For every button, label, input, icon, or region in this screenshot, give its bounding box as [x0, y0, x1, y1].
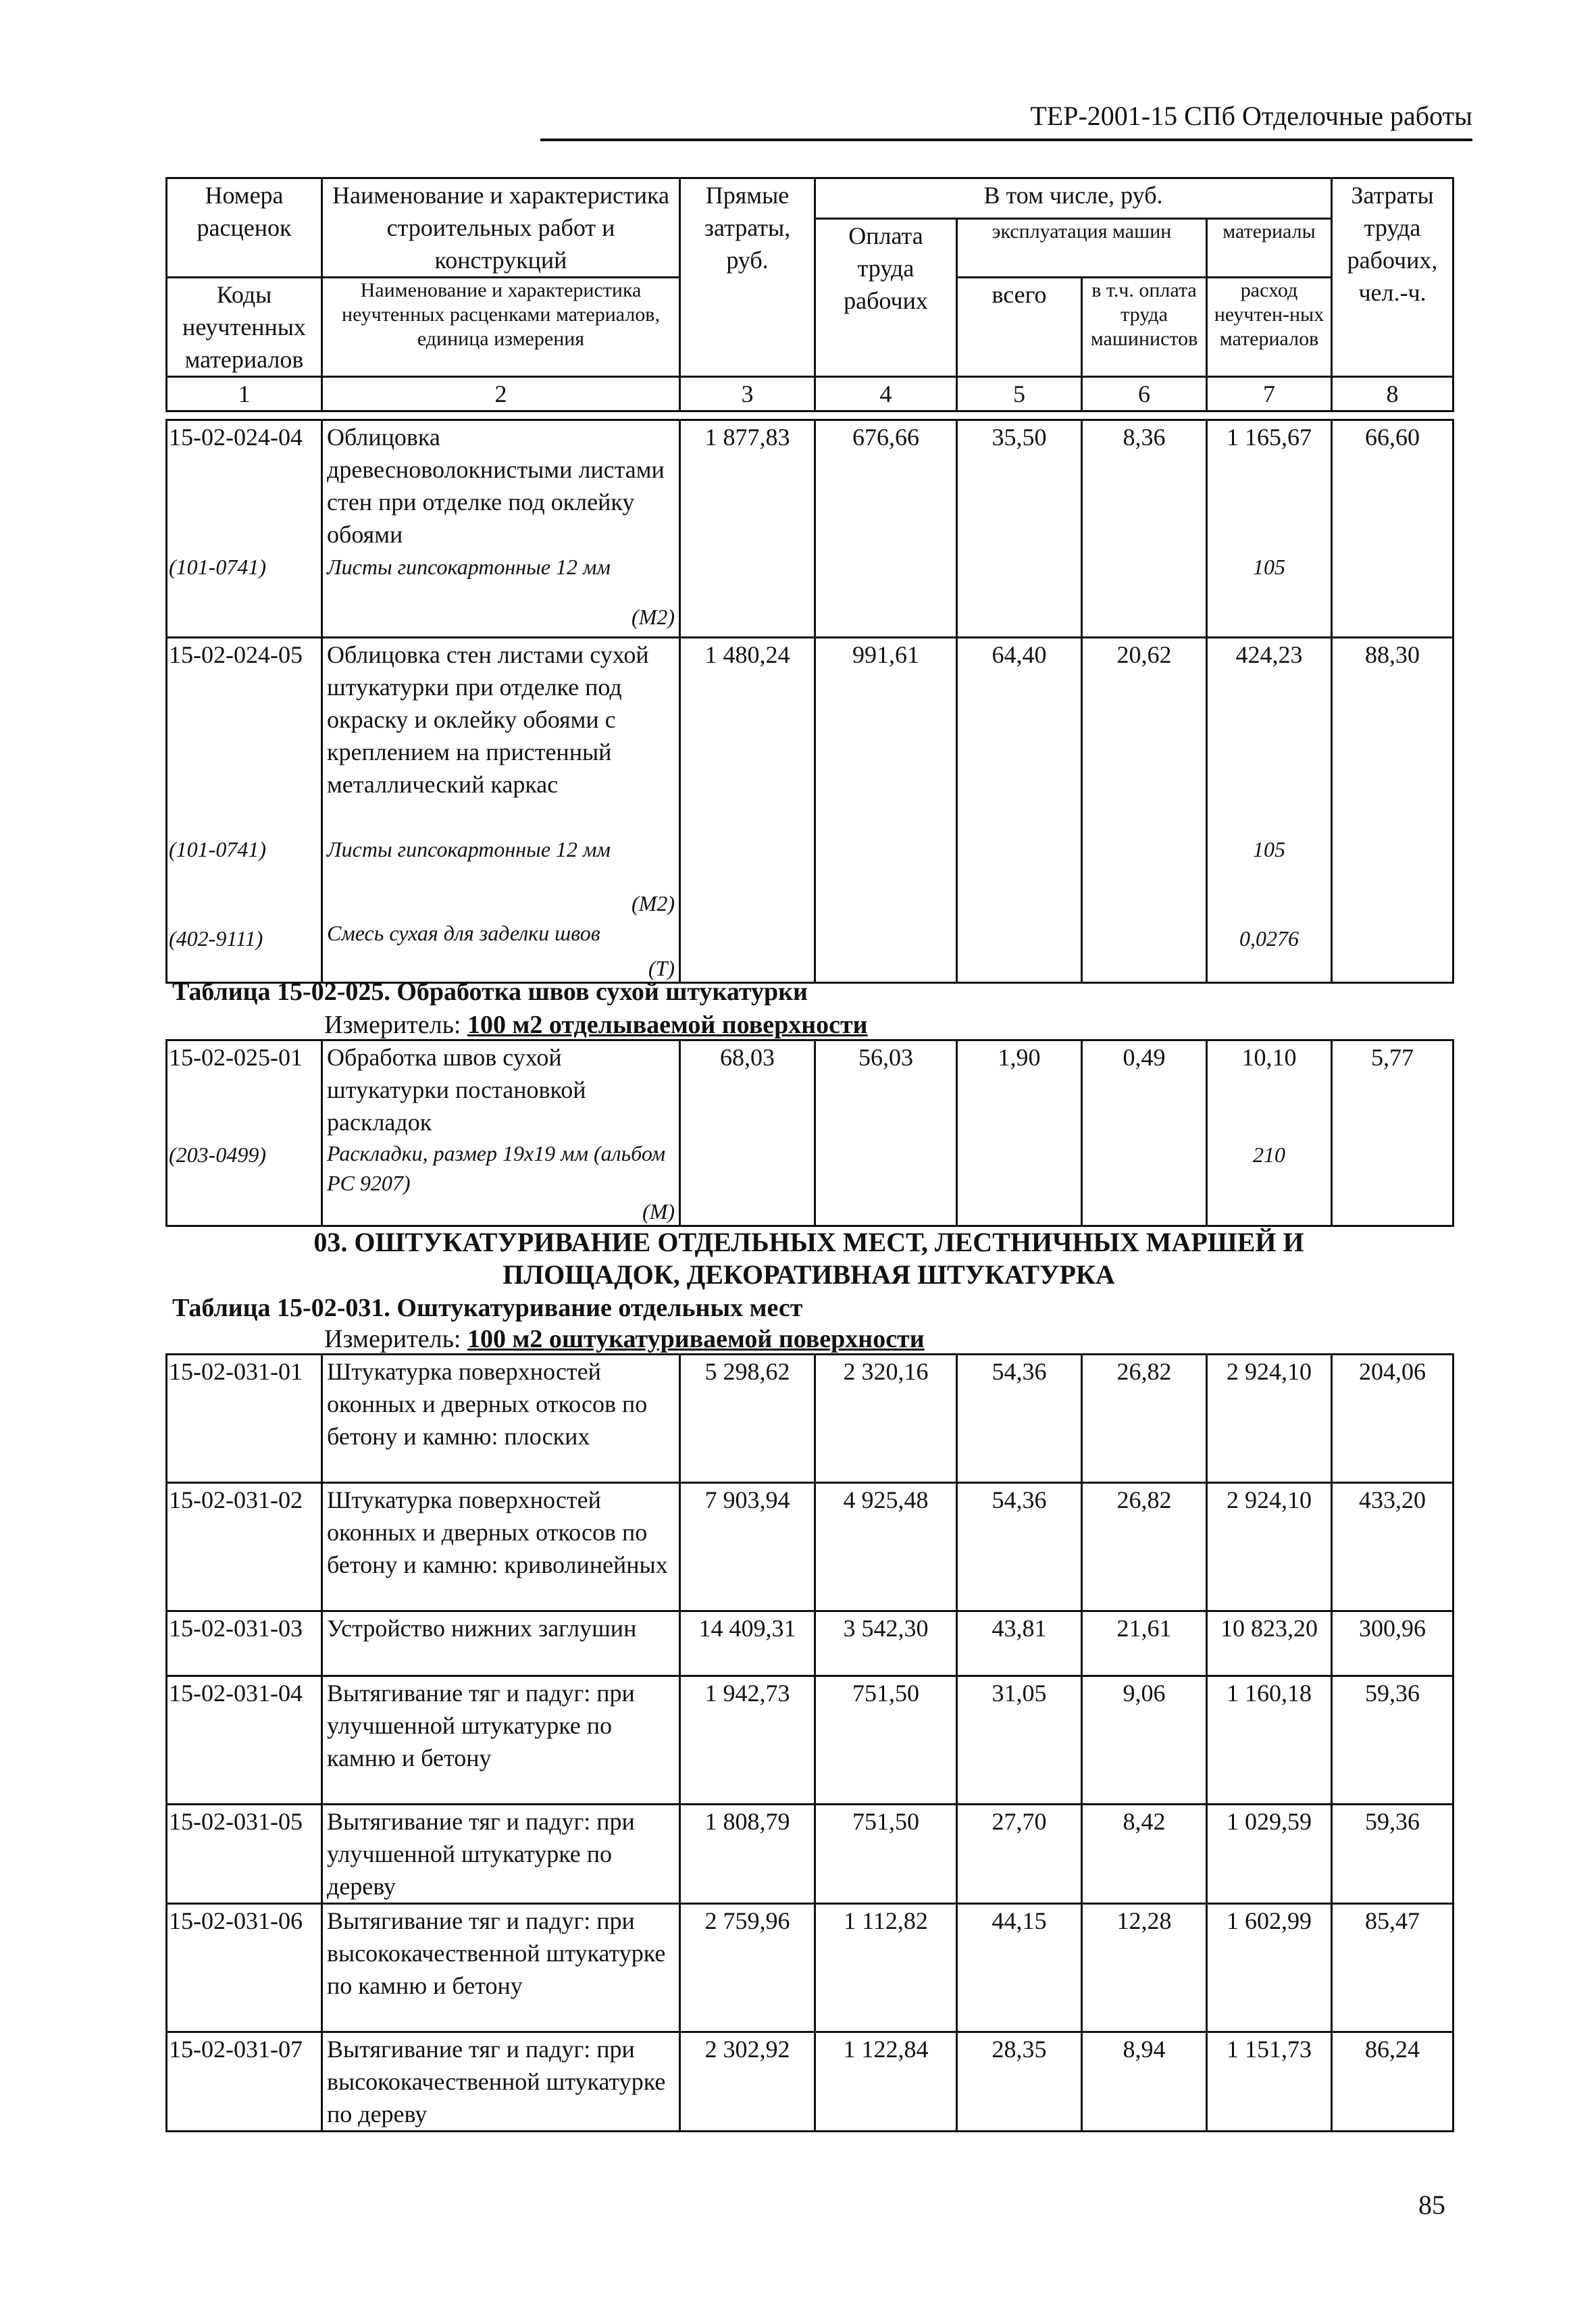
- materials-cost: 2 924,10: [1207, 1483, 1332, 1611]
- rate-code: 15-02-031-02: [167, 1483, 322, 1611]
- column-header-table: [165, 177, 1454, 412]
- machine-operator-cost: 21,61: [1082, 1611, 1207, 1676]
- meter-value: 100 м2 отделываемой поверхности: [467, 1011, 868, 1039]
- work-description: Облицовка стен листами сухой штукатурки при отделке под окраску и оклейку обоями с креплением на пристенный металлический каркас: [327, 641, 649, 798]
- machine-operator-cost: 8,42: [1082, 1805, 1207, 1904]
- section-title-line-1: 03. ОШТУКАТУРИВАНИЕ ОТДЕЛЬНЫХ МЕСТ, ЛЕСТНИЧНЫХ МАРШЕЙ И: [313, 1227, 1304, 1257]
- materials-cost-cell: [1207, 420, 1332, 638]
- materials-cost: 1 151,73: [1207, 2032, 1332, 2132]
- material-unit: (М): [642, 1199, 675, 1224]
- table-row: [167, 1355, 1453, 1483]
- material-name: Раскладки, размер 19х19 мм (альбом РС 9207): [327, 1141, 666, 1195]
- col7-header: расход неучтен-ных материалов: [1207, 278, 1332, 377]
- labor-cost: 1 112,82: [815, 1904, 957, 2032]
- materials-header: материалы: [1207, 219, 1332, 278]
- rates-table-025: [165, 1039, 1454, 1227]
- material-quantity: 105: [1253, 555, 1285, 579]
- group-header: В том числе, руб.: [815, 178, 1332, 219]
- direct-cost: 2 759,96: [680, 1904, 815, 2032]
- material-name: Листы гипсокартонные 12 мм: [327, 555, 611, 579]
- labor-cost: 2 320,16: [815, 1355, 957, 1483]
- labor-hours: 59,36: [1332, 1805, 1453, 1904]
- work-description-cell: [322, 1040, 680, 1226]
- rate-code: 15-02-031-06: [167, 1904, 322, 2032]
- machine-operator-cost: 26,82: [1082, 1483, 1207, 1611]
- column-number: 6: [1082, 377, 1207, 411]
- rate-code-cell: [167, 1040, 322, 1226]
- material-quantity: 210: [1253, 1142, 1285, 1167]
- work-description: Штукатурка поверхностей оконных и дверных откосов по бетону и камню: криволинейных: [322, 1483, 680, 1611]
- direct-cost: 1 942,73: [680, 1676, 815, 1805]
- meter-label: Измеритель:: [324, 1011, 461, 1039]
- work-description: Вытягивание тяг и падуг: при улучшенной штукатурке по камню и бетону: [322, 1676, 680, 1805]
- col8-header: Затраты труда рабочих, чел.-ч.: [1332, 178, 1453, 377]
- table-row: [167, 1904, 1453, 2032]
- materials-cost-cell: [1207, 1040, 1332, 1226]
- col5-header: всего: [957, 278, 1082, 377]
- work-description: Облицовка древесноволокнистыми листами стен при отделке под оклейку обоями: [327, 424, 665, 548]
- labor-cost: 4 925,48: [815, 1483, 957, 1611]
- labor-cost: 676,66: [815, 420, 957, 638]
- column-number: 2: [322, 377, 680, 411]
- materials-cost-cell: [1207, 638, 1332, 983]
- materials-cost: 10 823,20: [1207, 1611, 1332, 1676]
- running-title: ТЕР-2001-15 СПб Отделочные работы: [1030, 101, 1472, 131]
- machine-operator-cost: 20,62: [1082, 638, 1207, 983]
- materials-cost: 10,10: [1241, 1044, 1297, 1071]
- machine-cost-total: 64,40: [957, 638, 1082, 983]
- material-quantity: 0,0276: [1239, 926, 1299, 951]
- materials-cost: 1 029,59: [1207, 1805, 1332, 1904]
- labor-cost: 991,61: [815, 638, 957, 983]
- rate-code: 15-02-031-05: [167, 1805, 322, 1904]
- column-number: 8: [1332, 377, 1453, 411]
- rate-code: 15-02-031-07: [167, 2032, 322, 2132]
- materials-cost: 2 924,10: [1207, 1355, 1332, 1483]
- rate-code: 15-02-025-01: [169, 1044, 303, 1071]
- work-description: Штукатурка поверхностей оконных и дверных откосов по бетону и камню: плоских: [322, 1355, 680, 1483]
- direct-cost: 1 480,24: [680, 638, 815, 983]
- materials-cost: 1 160,18: [1207, 1676, 1332, 1805]
- column-number: 7: [1207, 377, 1332, 411]
- table-row: [167, 420, 1453, 638]
- machine-operator-cost: 8,94: [1082, 2032, 1207, 2132]
- direct-cost: 2 302,92: [680, 2032, 815, 2132]
- machine-operator-cost: 12,28: [1082, 1904, 1207, 2032]
- rate-code: 15-02-024-05: [169, 641, 303, 668]
- material-unit: (М2): [632, 891, 675, 915]
- col3-header: Прямые затраты, руб.: [680, 178, 815, 377]
- col1-top-header: Номера расценок: [167, 178, 322, 278]
- labor-cost: 3 542,30: [815, 1611, 957, 1676]
- machine-operator-cost: 26,82: [1082, 1355, 1207, 1483]
- material-name: Листы гипсокартонные 12 мм: [327, 837, 611, 861]
- material-code: (101-0741): [169, 555, 266, 579]
- rate-code: 15-02-031-04: [167, 1676, 322, 1805]
- labor-hours: 86,24: [1332, 2032, 1453, 2132]
- rate-code: 15-02-031-01: [167, 1355, 322, 1483]
- machine-operator-cost: 9,06: [1082, 1676, 1207, 1805]
- column-number: 4: [815, 377, 957, 411]
- rate-code-cell: [167, 638, 322, 983]
- material-unit: (Т): [648, 956, 675, 980]
- materials-cost: 424,23: [1235, 641, 1303, 668]
- column-number: 3: [680, 377, 815, 411]
- labor-hours: 204,06: [1332, 1355, 1453, 1483]
- rates-table-031: [165, 1353, 1454, 2132]
- rate-code-cell: [167, 420, 322, 638]
- material-name: Смесь сухая для заделки швов: [327, 921, 600, 945]
- work-description: Вытягивание тяг и падуг: при улучшенной штукатурке по дереву: [322, 1805, 680, 1904]
- direct-cost: 5 298,62: [680, 1355, 815, 1483]
- machine-operator-cost: 0,49: [1082, 1040, 1207, 1226]
- labor-hours: 66,60: [1332, 420, 1453, 638]
- material-code: (402-9111): [169, 926, 263, 951]
- meter-label: Измеритель:: [324, 1325, 461, 1353]
- col1-bottom-header: Коды неучтенных материалов: [167, 278, 322, 377]
- labor-cost: 1 122,84: [815, 2032, 957, 2132]
- col2-top-header: Наименование и характеристика строительных работ и конструкций: [322, 178, 680, 278]
- labor-cost: 751,50: [815, 1805, 957, 1904]
- work-description: Вытягивание тяг и падуг: при высококачественной штукатурке по дереву: [322, 2032, 680, 2132]
- rates-table-024: [165, 419, 1454, 984]
- machine-cost-total: 28,35: [957, 2032, 1082, 2132]
- materials-cost: 1 165,67: [1227, 424, 1312, 451]
- table-meter: [324, 1010, 868, 1040]
- column-number: 5: [957, 377, 1082, 411]
- machine-cost-total: 1,90: [957, 1040, 1082, 1226]
- labor-hours: 5,77: [1332, 1040, 1453, 1226]
- rate-code: 15-02-031-03: [167, 1611, 322, 1676]
- meter-value: 100 м2 оштукатуриваемой поверхности: [467, 1325, 925, 1353]
- table-row: [167, 1611, 1453, 1676]
- work-description-cell: [322, 638, 680, 983]
- labor-cost: 751,50: [815, 1676, 957, 1805]
- table-caption: Таблица 15-02-025. Обработка швов сухой штукатурки: [172, 978, 808, 1006]
- work-description: Обработка швов сухой штукатурки постановкой раскладок: [327, 1044, 586, 1136]
- machine-cost-total: 54,36: [957, 1355, 1082, 1483]
- rate-code: 15-02-024-04: [169, 424, 303, 451]
- col4-header: Оплата труда рабочих: [815, 219, 957, 377]
- direct-cost: 1 808,79: [680, 1805, 815, 1904]
- machine-cost-total: 43,81: [957, 1611, 1082, 1676]
- machine-cost-total: 35,50: [957, 420, 1082, 638]
- material-code: (203-0499): [169, 1142, 266, 1167]
- machine-cost-total: 44,15: [957, 1904, 1082, 2032]
- page-number: 85: [1418, 2190, 1445, 2220]
- direct-cost: 14 409,31: [680, 1611, 815, 1676]
- labor-hours: 59,36: [1332, 1676, 1453, 1805]
- machines-header: эксплуатация машин: [957, 219, 1207, 278]
- direct-cost: 68,03: [680, 1040, 815, 1226]
- table-row: [167, 1040, 1453, 1226]
- work-description-cell: [322, 420, 680, 638]
- materials-cost: 1 602,99: [1207, 1904, 1332, 2032]
- machine-cost-total: 54,36: [957, 1483, 1082, 1611]
- table-caption: Таблица 15-02-031. Оштукатуривание отдельных мест: [172, 1294, 803, 1322]
- table-row: [167, 1483, 1453, 1611]
- labor-hours: 433,20: [1332, 1483, 1453, 1611]
- labor-hours: 85,47: [1332, 1904, 1453, 2032]
- section-title-line-2: ПЛОЩАДОК, ДЕКОРАТИВНАЯ ШТУКАТУРКА: [503, 1259, 1115, 1290]
- header-rule: [540, 139, 1472, 141]
- labor-hours: 88,30: [1332, 638, 1453, 983]
- machine-cost-total: 27,70: [957, 1805, 1082, 1904]
- direct-cost: 1 877,83: [680, 420, 815, 638]
- direct-cost: 7 903,94: [680, 1483, 815, 1611]
- table-row: [167, 1805, 1453, 1904]
- work-description: Устройство нижних заглушин: [322, 1611, 680, 1676]
- col6-header: в т.ч. оплата труда машинистов: [1082, 278, 1207, 377]
- machine-cost-total: 31,05: [957, 1676, 1082, 1805]
- material-unit: (М2): [632, 605, 675, 629]
- labor-hours: 300,96: [1332, 1611, 1453, 1676]
- machine-operator-cost: 8,36: [1082, 420, 1207, 638]
- table-row: [167, 1676, 1453, 1805]
- col2-bottom-header: Наименование и характеристика неучтенных расценками материалов, единица измерения: [322, 278, 680, 377]
- labor-cost: 56,03: [815, 1040, 957, 1226]
- work-description: Вытягивание тяг и падуг: при высококачественной штукатурке по камню и бетону: [322, 1904, 680, 2032]
- table-row: [167, 2032, 1453, 2132]
- material-code: (101-0741): [169, 837, 266, 861]
- table-row: [167, 638, 1453, 983]
- column-number: 1: [167, 377, 322, 411]
- table-meter: [324, 1324, 925, 1354]
- material-quantity: 105: [1253, 837, 1285, 861]
